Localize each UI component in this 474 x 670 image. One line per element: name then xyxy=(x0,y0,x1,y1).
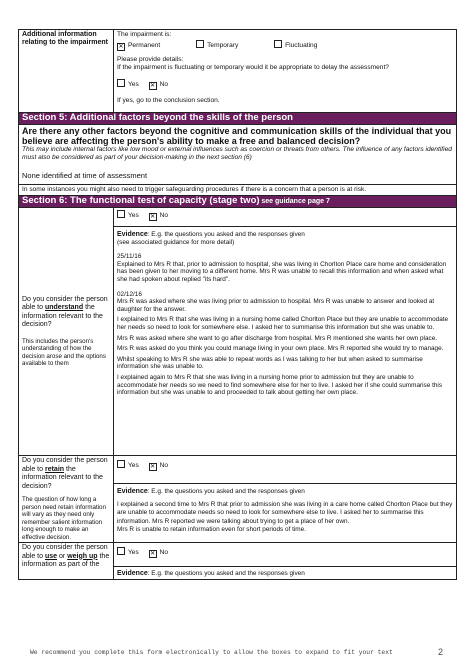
evidence-label: Evidence xyxy=(117,570,148,577)
safeguarding-text: In some instances you might also need to trigger safeguarding procedures if there is a concern that a person is at risk. xyxy=(19,185,457,196)
section5-question-cell xyxy=(19,125,457,185)
checkbox-icon[interactable] xyxy=(196,40,204,48)
use-evidence-cell xyxy=(114,543,457,580)
impairment-cell xyxy=(114,30,457,113)
no-label: No xyxy=(159,81,169,88)
use-question: Do you consider the person able to use or weigh up the information as part of the xyxy=(22,544,110,568)
weigh-up-keyword: weigh up xyxy=(67,552,98,560)
use-evidence: Evidence: E.g. the questions you asked and the responses given xyxy=(117,570,305,577)
checkbox-checked-icon[interactable]: ✕ xyxy=(150,214,156,220)
impairment-options xyxy=(117,40,453,51)
understand-answer: Yes ✕ No xyxy=(114,208,456,227)
retain-row xyxy=(19,456,457,543)
understand-note: This includes the person's understanding of how the decision arose and the options available to them xyxy=(22,337,106,367)
evidence-paragraph: Whilst speaking to Mrs R she was able to repeat words as I was talking to her but when asked to summarise information she was unable to. xyxy=(117,355,423,371)
section5-question: Are there any other factors beyond the cognitive and communication skills of the individual that you believe are affecting the person's ability to make a free and balanced decision? xyxy=(22,126,452,146)
conclusion-note: If yes, go to the conclusion section. xyxy=(117,97,220,104)
section5-header-row xyxy=(19,113,457,125)
option-fluctuating[interactable]: Fluctuating xyxy=(274,40,317,50)
checkbox-checked-icon[interactable]: ✕ xyxy=(118,44,124,50)
evidence-date: 25/11/16 xyxy=(117,253,142,261)
understand-evidence-cell xyxy=(114,208,457,456)
retain-label-cell xyxy=(19,456,114,543)
evidence-paragraph: I explained to Mrs R that she was living in a nursing home called Chorlton Place but they are unable to accommodate her needs so need to look for somewhere else. I asked her to summarise this information but she was unable to. xyxy=(117,316,449,331)
yes-label: Yes xyxy=(128,81,139,88)
understand-evidence: Evidence: E.g. the questions you asked and the responses given (see associated guidance for more detail) 25/11/16 Explained to Mrs R that, prior to admission to hospital, she was living in Chorlton Place care home and consideration has been given to her moving to a different home. Mrs R was unable to recall this information and when asked what she had spoken about replied "its hard". 02/12/16 Mrs R was asked where she was living prior to admission to hospital. Mrs R was unable to answer and looked at daughter for the answer. I explained to Mrs R that she was living in a nursing home called Chorlton Place but they are unable to accommodate her needs so need to look for somewhere else. I asked her to summarise this information but she was unable to. Mrs R was asked where she want to go after discharge from hospital. Mrs R mentioned she wants her own place. Mrs R was asked do you think you could manage living in your own place. Mrs R reported she would try to manage. Whilst speaking to Mrs R she was able to repeat words as I was talking to her but when asked to summarise information she was unable to. I explained again to Mrs R that she was living in a nursing home prior to admission but they are unable to accommodate her needs so we need to find somewhere else for her to live. I asked her if she could summarise this information but she was unable to and proceeded to talk about getting her own place. xyxy=(114,227,456,397)
evidence-date: 02/12/16 xyxy=(117,290,142,298)
delay-answer xyxy=(117,79,453,90)
retain-question: Do you consider the person able to retain the information relevant to the decision? xyxy=(22,457,108,490)
understand-label-cell xyxy=(19,208,114,456)
section5-note: This may include internal factors like low mood or external influences such as coercion or threats from others. The influence of any factors identified must also be considered as part of your decision-making in the next section (6) xyxy=(22,146,452,161)
checkbox-icon[interactable] xyxy=(117,79,125,87)
delay-question: If the impairment is fluctuating or temporary would it be appropriate to delay the assessment? xyxy=(117,64,389,71)
safeguarding-row xyxy=(19,185,457,196)
checkbox-icon[interactable] xyxy=(117,210,125,218)
checkbox-icon[interactable] xyxy=(274,40,282,48)
footer-note: We recommend you complete this form electronically to allow the boxes to expand to fit your text xyxy=(30,649,393,656)
evidence-paragraph: Mrs R was asked where she was living prior to admission to hospital. Mrs R was unable to answer and looked at daughter for the answer. xyxy=(117,298,435,313)
retain-evidence-cell xyxy=(114,456,457,543)
use-label-cell xyxy=(19,543,114,580)
assessment-form-table xyxy=(18,29,457,580)
retain-note: The question of how long a person need retain information will vary as they need only remember salient information long enough to make an effective decision. xyxy=(22,496,106,541)
option-temporary[interactable]: Temporary xyxy=(196,40,238,50)
checkbox-icon[interactable] xyxy=(117,460,125,468)
checkbox-checked-icon[interactable]: ✕ xyxy=(150,551,156,557)
evidence-paragraph: Mrs R was asked where she want to go after discharge from hospital. Mrs R mentioned she wants her own place. xyxy=(117,334,438,342)
understand-question: Do you consider the person able to understand the information relevant to the decision? xyxy=(22,295,108,328)
section5-title: Section 5: Additional factors beyond the skills of the person xyxy=(19,113,457,125)
use-answer: Yes ✕ No xyxy=(114,543,456,567)
section6-title-cell xyxy=(19,196,457,208)
impairment-question: The impairment is: xyxy=(117,31,172,38)
checkbox-checked-icon[interactable]: ✕ xyxy=(150,83,156,89)
checkbox-icon[interactable] xyxy=(117,547,125,555)
evidence-paragraph: I explained again to Mrs R that she was living in a nursing home prior to admission but they are unable to accommodate her needs so we need to find somewhere else for her to live. I asked her if she could summarise this information but she was unable to and proceeded to talk about getting her own place. xyxy=(117,373,443,397)
section5-answer: None identified at time of assessment xyxy=(22,171,148,180)
understand-row xyxy=(19,208,457,456)
evidence-paragraph: Explained to Mrs R that, prior to admission to hospital, she was living in Chorlton Place care home and consideration has been given to her moving to a different home. Mrs R was unable to recall this information and when asked what she had spoken about replied "its hard". xyxy=(117,260,447,283)
retain-keyword: retain xyxy=(44,465,65,473)
evidence-paragraph: Mrs R was asked do you think you could manage living in your own place. Mrs R reported she would try to manage. xyxy=(117,345,444,353)
option-permanent[interactable]: ✕ Permanent xyxy=(118,42,161,50)
impairment-row xyxy=(19,30,457,113)
retain-evidence: Evidence: E.g. the questions you asked and the responses given I explained a second time to Mrs R that prior to admission she was living in a care home called Chorlton Place but they are unable to accommodate needs so need to look for somewhere else to live. I asked her to summarise this information. Mrs R reported we were talking about trying to get a place of her own. Mrs R is unable to retain information even for short periods of time. xyxy=(117,488,453,533)
section6-title: Section 6: The functional test of capacity (stage two) xyxy=(22,195,260,206)
page-number: 2 xyxy=(438,647,444,657)
retain-answer: Yes ✕ No xyxy=(114,456,456,484)
section6-header-row xyxy=(19,196,457,208)
details-label: Please provide details: xyxy=(117,56,184,63)
use-keyword: use xyxy=(44,552,58,560)
section5-question-row xyxy=(19,125,457,185)
checkbox-checked-icon[interactable]: ✕ xyxy=(150,464,156,470)
use-row xyxy=(19,543,457,580)
assessment-form-page xyxy=(18,29,456,580)
evidence-label: Evidence xyxy=(117,231,148,238)
impairment-label: Additional information relating to the impairment xyxy=(19,30,114,113)
evidence-label: Evidence xyxy=(117,488,148,495)
evidence-paragraph: Mrs R is unable to retain information even for short periods of time. xyxy=(117,526,306,533)
guidance-link[interactable]: see guidance page 7 xyxy=(261,198,330,205)
evidence-paragraph: I explained a second time to Mrs R that prior to admission she was living in a care home called Chorlton Place but they are unable to accommodate needs so need to look for somewhere else to live. I asked her to summarise this information. Mrs R reported we were talking about trying to get a place of her own. xyxy=(117,500,453,525)
understand-keyword: understand xyxy=(44,304,84,311)
